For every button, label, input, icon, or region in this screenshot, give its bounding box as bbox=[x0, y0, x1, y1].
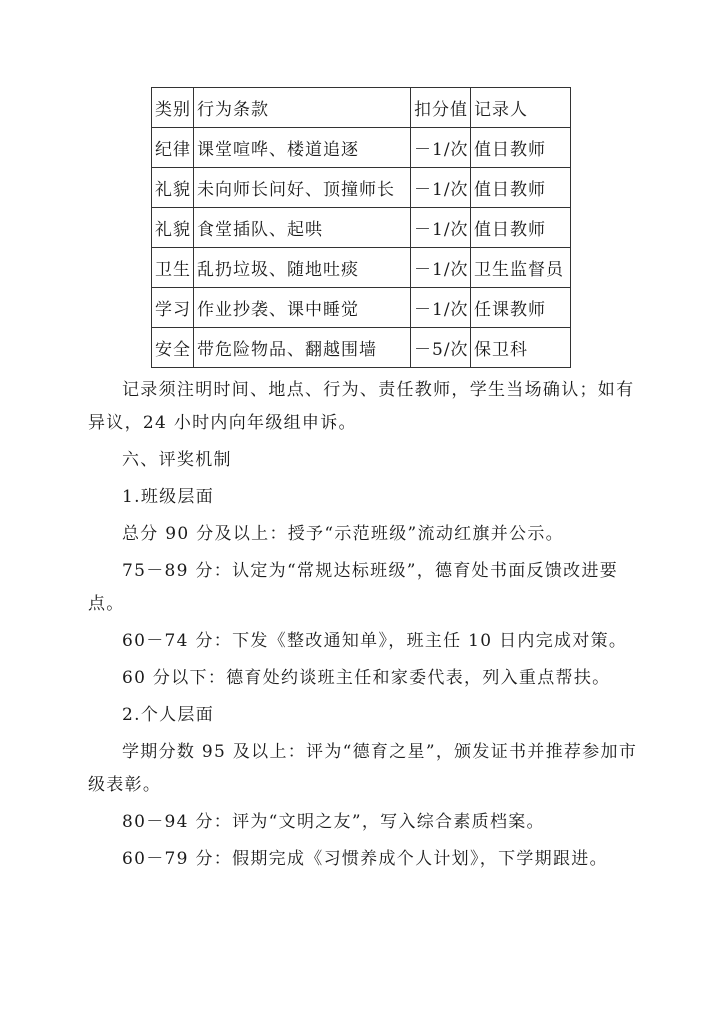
body-text bbox=[88, 374, 648, 876]
section-heading-awards: 六、评奖机制 bbox=[122, 450, 232, 470]
cell-category: 卫生 bbox=[152, 248, 194, 288]
cell-deduction: －1/次 bbox=[411, 288, 471, 328]
table-row bbox=[152, 288, 571, 328]
cell-recorder: 值日教师 bbox=[471, 168, 571, 208]
subheading-individual-level: 2.个人层面 bbox=[122, 705, 215, 725]
subheading-class-level: 1.班级层面 bbox=[122, 487, 215, 507]
cell-behavior: 未向师长问好、顶撞师长 bbox=[194, 168, 411, 208]
cell-recorder: 任课教师 bbox=[471, 288, 571, 328]
individual-rule-paragraph: 80－94 分：评为“文明之友”，写入综合素质档案。 bbox=[122, 812, 545, 832]
class-rule-paragraph: 60 分以下：德育处约谈班主任和家委代表，列入重点帮扶。 bbox=[122, 668, 611, 688]
individual-rule-paragraph: 学期分数 95 及以上：评为“德育之星”，颁发证书并推荐参加市级表彰。 bbox=[88, 742, 638, 795]
individual-rule-paragraph: 60－79 分：假期完成《习惯养成个人计划》，下学期跟进。 bbox=[122, 849, 608, 869]
cell-behavior: 食堂插队、起哄 bbox=[194, 208, 411, 248]
cell-category: 安全 bbox=[152, 328, 194, 368]
cell-category: 学习 bbox=[152, 288, 194, 328]
cell-category: 纪律 bbox=[152, 128, 194, 168]
header-recorder: 记录人 bbox=[471, 88, 571, 128]
cell-category: 礼貌 bbox=[152, 208, 194, 248]
cell-deduction: －1/次 bbox=[411, 208, 471, 248]
cell-deduction: －1/次 bbox=[411, 128, 471, 168]
header-category: 类别 bbox=[152, 88, 194, 128]
cell-behavior: 乱扔垃圾、随地吐痰 bbox=[194, 248, 411, 288]
table-row bbox=[152, 328, 571, 368]
cell-recorder: 值日教师 bbox=[471, 208, 571, 248]
table-header-row bbox=[152, 88, 571, 128]
record-note-paragraph: 记录须注明时间、地点、行为、责任教师，学生当场确认；如有异议，24 小时内向年级组申诉。 bbox=[88, 380, 635, 433]
table-row bbox=[152, 248, 571, 288]
table-row bbox=[152, 128, 571, 168]
header-deduction: 扣分值 bbox=[411, 88, 471, 128]
cell-behavior: 带危险物品、翻越围墙 bbox=[194, 328, 411, 368]
deduction-rules-table bbox=[151, 87, 571, 368]
table-row bbox=[152, 168, 571, 208]
cell-recorder: 卫生监督员 bbox=[471, 248, 571, 288]
class-rule-paragraph: 总分 90 分及以上：授予“示范班级”流动红旗并公示。 bbox=[122, 524, 564, 544]
cell-recorder: 值日教师 bbox=[471, 128, 571, 168]
table-row bbox=[152, 208, 571, 248]
class-rule-paragraph: 75－89 分：认定为“常规达标班级”，德育处书面反馈改进要点。 bbox=[88, 561, 619, 614]
cell-deduction: －5/次 bbox=[411, 328, 471, 368]
class-rule-paragraph: 60－74 分：下发《整改通知单》，班主任 10 日内完成对策。 bbox=[122, 631, 628, 651]
cell-recorder: 保卫科 bbox=[471, 328, 571, 368]
header-behavior: 行为条款 bbox=[194, 88, 411, 128]
cell-category: 礼貌 bbox=[152, 168, 194, 208]
cell-behavior: 作业抄袭、课中睡觉 bbox=[194, 288, 411, 328]
cell-behavior: 课堂喧哗、楼道追逐 bbox=[194, 128, 411, 168]
cell-deduction: －1/次 bbox=[411, 248, 471, 288]
cell-deduction: －1/次 bbox=[411, 168, 471, 208]
